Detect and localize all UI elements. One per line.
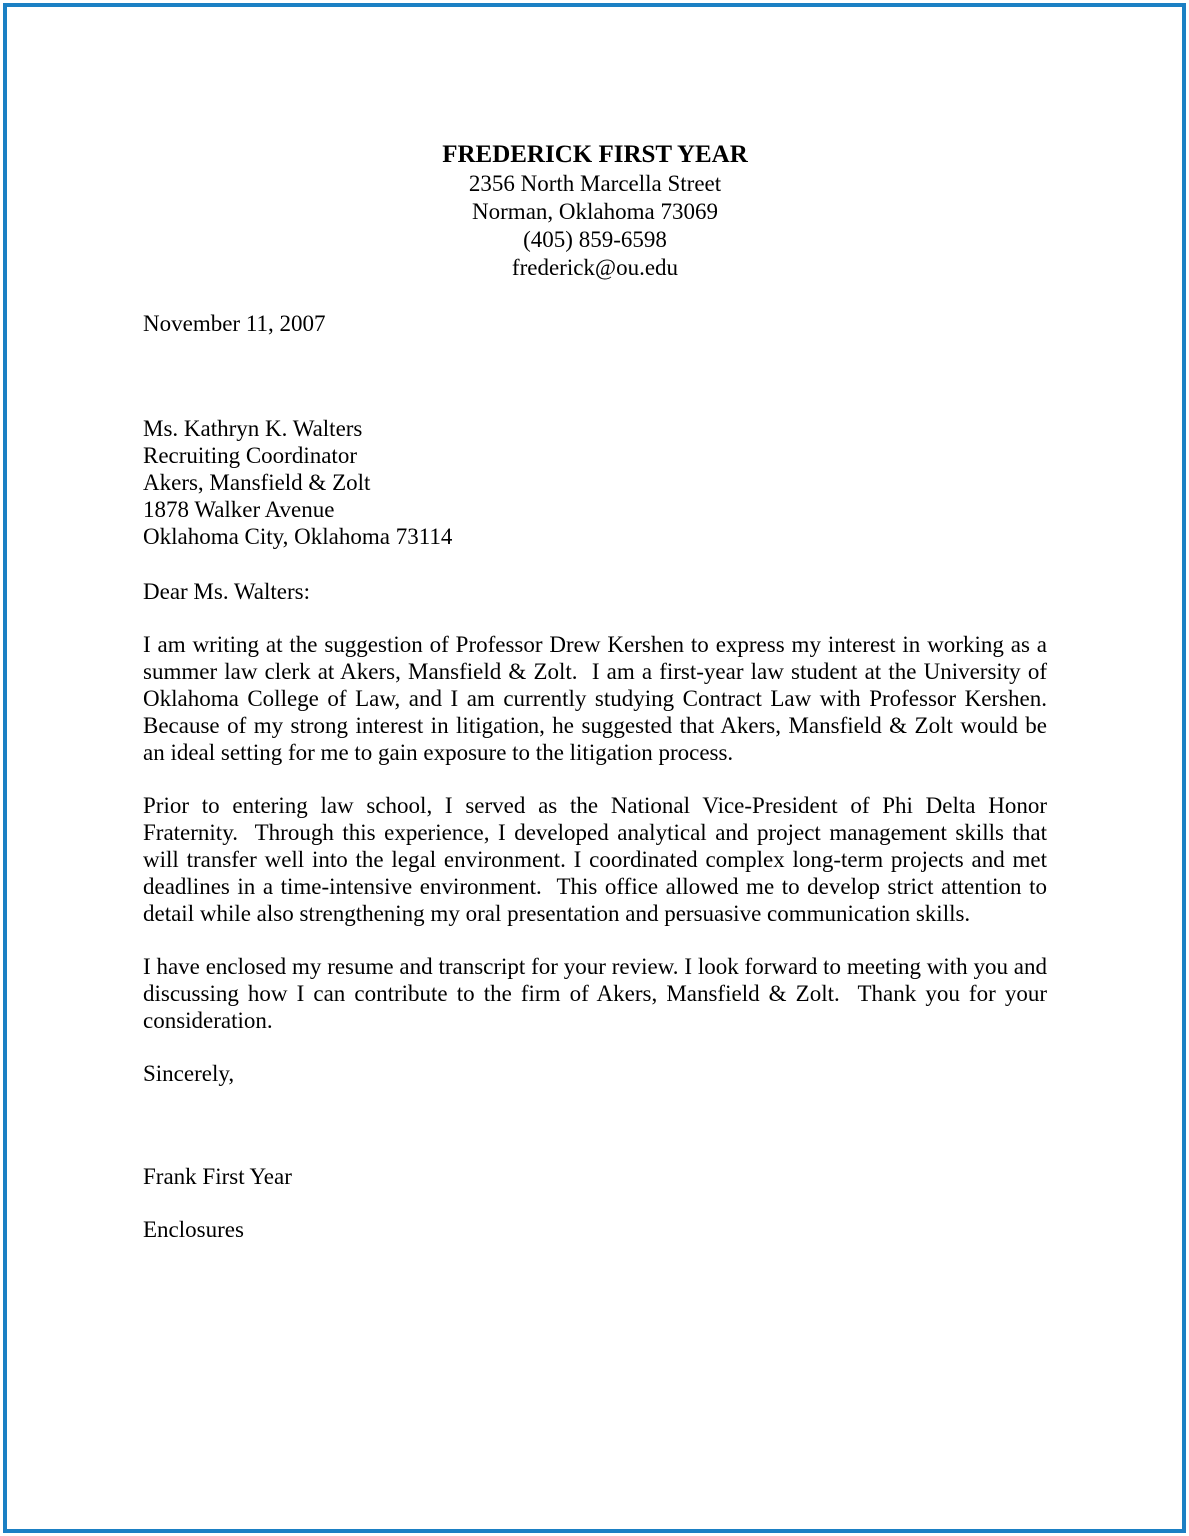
body-paragraph-1: I am writing at the suggestion of Professor Drew Kershen to express my interest in working as a summer law clerk at Akers, Mansfield & Zolt. I am a first-year law student at the University of Oklahoma College of Law, and I am currently studying Contract Law with Professor Kershen. Because of my strong interest in litigation, he suggested that Akers, Mansfield & Zolt would be an ideal setting for me to gain exposure to the litigation process. [143,632,1053,765]
sender-street: 2356 North Marcella Street [468,171,722,196]
enclosures-note: Enclosures [143,1217,244,1242]
recipient-company: Akers, Mansfield & Zolt [143,470,371,495]
recipient-name: Ms. Kathryn K. Walters [143,416,363,441]
recipient-title: Recruiting Coordinator [143,443,357,468]
salutation: Dear Ms. Walters: [143,579,310,604]
sender-city: Norman, Oklahoma 73069 [472,199,718,224]
sender-name: FREDERICK FIRST YEAR [442,141,748,168]
body-paragraph-2: Prior to entering law school, I served as the National Vice-President of Phi Delta Honor Fraternity. Through this experience, I developed analytical and project management skills that will transfer well into the legal environment. I coordinated complex long-term projects and met deadlines in a time-intensive environment. This office allowed me to develop strict attention to detail while also strengthening my oral presentation and persuasive communication skills. [143,793,1053,926]
sender-phone: (405) 859-6598 [523,227,667,252]
recipient-street: 1878 Walker Avenue [143,497,335,522]
body-paragraph-3: I have enclosed my resume and transcript for your review. I look forward to meeting with you and discussing how I can contribute to the firm of Akers, Mansfield & Zolt. Thank you for your consideration. [143,954,1053,1033]
letter-content [143,0,1053,1243]
sender-email: frederick@ou.edu [511,255,679,280]
recipient-block [143,415,1047,550]
letter-date: November 11, 2007 [143,311,326,336]
signature-name: Frank First Year [143,1164,292,1189]
closing: Sincerely, [143,1061,235,1086]
letterhead [143,140,1047,282]
recipient-city: Oklahoma City, Oklahoma 73114 [143,524,453,549]
